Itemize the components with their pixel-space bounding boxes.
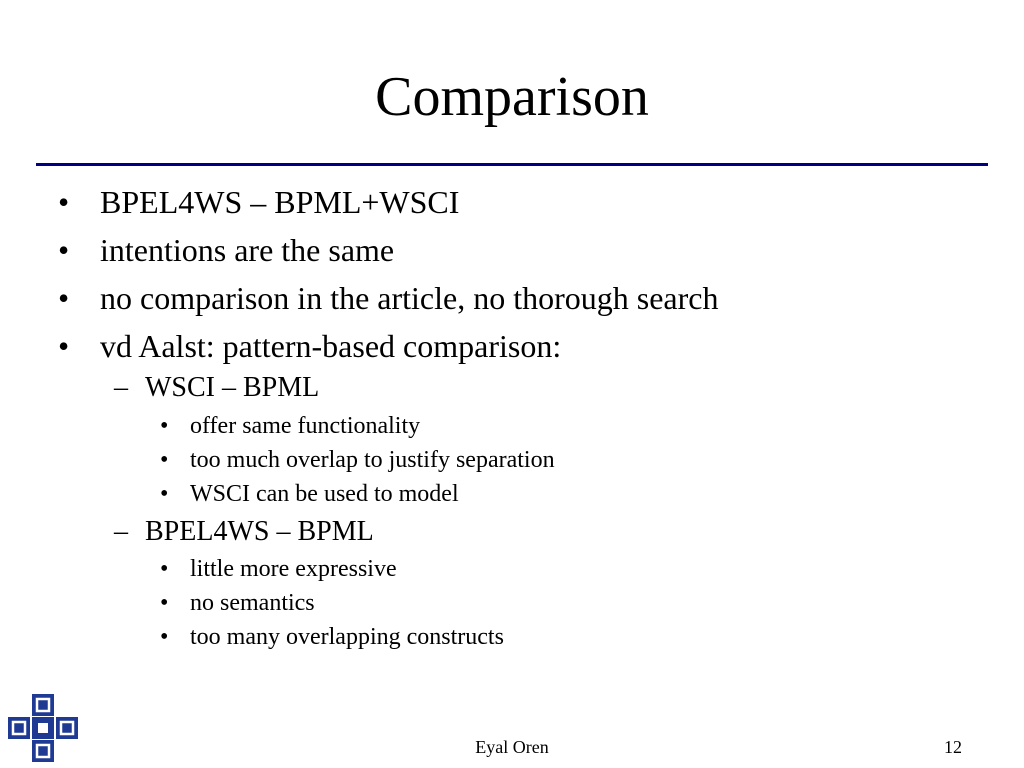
bullet-marker: • [160,624,169,650]
nested-bullet-text: offer same functionality [190,413,421,439]
bullet-marker: • [58,184,70,220]
bullet-marker: • [160,413,169,439]
bullet-text: vd Aalst: pattern-based comparison: [100,328,562,364]
bullet-marker: • [160,447,169,473]
nested-bullet-text: WSCI can be used to model [190,481,459,507]
nested-bullet-text: too many overlapping constructs [190,624,504,650]
bullet-item [58,326,561,366]
bullet-marker: • [58,232,70,268]
bullet-item [58,278,718,318]
dash-marker: – [114,372,128,403]
bullet-marker: • [160,590,169,616]
bullet-item [58,230,394,270]
bullet-marker: • [58,328,70,364]
bullet-marker: • [160,556,169,582]
bullet-text: intentions are the same [100,232,395,268]
nested-bullet-text: too much overlap to justify separation [190,447,555,473]
nested-bullet-item [160,445,555,475]
nested-bullet-text: no semantics [190,590,315,616]
dash-marker: – [114,516,128,547]
sub-bullet-item [114,515,374,549]
bullet-marker: • [160,481,169,507]
slide-number: 12 [944,737,962,757]
sub-bullet-text: BPEL4WS – BPML [145,516,374,547]
bullet-item [58,182,459,222]
nested-bullet-item [160,622,504,652]
sub-bullet-text: WSCI – BPML [145,372,320,403]
bullet-marker: • [58,280,70,316]
sub-bullet-item [114,371,319,405]
nested-bullet-item [160,554,397,584]
nested-bullet-item [160,411,420,441]
bullet-text: BPEL4WS – BPML+WSCI [100,184,460,220]
slide-title: Comparison [375,66,649,128]
nested-bullet-item [160,588,315,618]
footer-author: Eyal Oren [475,737,549,757]
nested-bullet-text: little more expressive [190,556,397,582]
nested-bullet-item [160,479,459,509]
bullet-text: no comparison in the article, no thorough search [100,280,719,316]
